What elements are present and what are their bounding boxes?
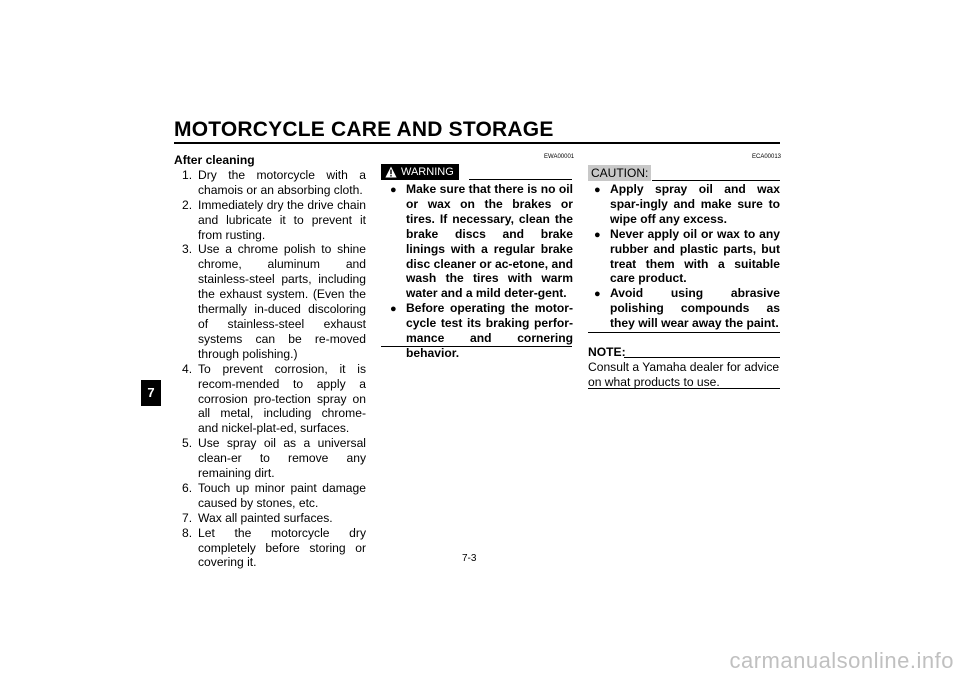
- step-number: 6.: [182, 480, 193, 495]
- list-item: [174, 526, 366, 571]
- list-item: [174, 481, 366, 511]
- title-rule: [174, 142, 780, 144]
- warning-header-rule: [469, 179, 572, 180]
- note-header-rule: [624, 357, 780, 358]
- page-number: 7-3: [462, 553, 477, 564]
- section-heading: After cleaning: [174, 153, 255, 167]
- bullet-icon: ●: [594, 184, 601, 196]
- warning-list: [390, 182, 573, 361]
- step-number: 4.: [182, 361, 193, 376]
- step-number: 1.: [182, 167, 193, 182]
- step-text: Immediately dry the drive chain and lubricate it to prevent it from rusting.: [198, 197, 366, 242]
- bullet-icon: ●: [390, 184, 397, 196]
- list-item: [174, 242, 366, 361]
- step-number: 7.: [182, 510, 193, 525]
- warning-header: [381, 164, 572, 182]
- list-item: [390, 182, 573, 301]
- caution-header: [588, 165, 780, 183]
- step-text: To prevent corrosion, it is recom-mended to apply a corrosion pro-tection spray on all metal, including chrome- and nickel-plat-ed, surfaces.: [198, 361, 366, 436]
- list-item: [174, 168, 366, 198]
- after-cleaning-section: [174, 153, 366, 570]
- note-section: [588, 345, 780, 390]
- warning-triangle-icon: [385, 166, 397, 178]
- caution-text: Never apply oil or wax to any rubber and plastic parts, but treat them with a suitable care product.: [610, 226, 780, 286]
- list-item: [174, 362, 366, 437]
- step-text: Use a chrome polish to shine chrome, aluminum and stainless-steel parts, including the exhaust system. (Even the thermally in-duced discoloring of stainless-steel exhaust systems can be re-moved through polishing.): [198, 242, 366, 361]
- warning-label: WARNING: [401, 166, 454, 178]
- caution-header-rule: [652, 180, 780, 181]
- chapter-tab: 7: [141, 380, 161, 406]
- list-item: [174, 436, 366, 481]
- warning-text: Before operating the motor-cycle test its braking perfor-mance and cornering behavior.: [406, 301, 573, 360]
- caution-text: Apply spray oil and wax spar-ingly and make sure to wipe off any excess.: [610, 182, 780, 226]
- note-text: Consult a Yamaha dealer for advice on what products to use.: [588, 359, 780, 389]
- step-text: Let the motorcycle dry completely before storing or covering it.: [198, 525, 366, 570]
- list-item: [594, 182, 780, 227]
- note-bottom-rule: [588, 388, 780, 389]
- step-text: Wax all painted surfaces.: [198, 510, 333, 525]
- step-text: Use spray oil as a universal clean-er to remove any remaining dirt.: [198, 436, 366, 481]
- step-number: 3.: [182, 242, 193, 257]
- step-text: Dry the motorcycle with a chamois or an absorbing cloth.: [198, 167, 366, 197]
- warning-bottom-rule: [381, 346, 572, 347]
- note-label: NOTE:: [588, 345, 626, 359]
- caution-code: ECA00013: [752, 154, 782, 160]
- step-number: 2.: [182, 197, 193, 212]
- caution-bottom-rule: [588, 332, 780, 333]
- bullet-icon: ●: [594, 228, 601, 241]
- list-item: [174, 198, 366, 243]
- watermark: carmanualsonline.info: [729, 648, 954, 673]
- cleaning-steps: [174, 168, 366, 570]
- warning-text: Make sure that there is no oil or wax on the brakes or tires. If necessary, clean the brake discs and brake linings with a regular brake disc cleaner or ac-etone, and wash the tires with warm water and a mild deter-gent.: [406, 182, 573, 301]
- warning-code: EWA00001: [544, 154, 575, 160]
- caution-text: Avoid using abrasive polishing compounds as they will wear away the paint.: [610, 286, 780, 331]
- step-text: Touch up minor paint damage caused by stones, etc.: [198, 480, 366, 510]
- list-item: [174, 511, 366, 526]
- step-number: 5.: [182, 436, 193, 451]
- caution-badge: CAUTION:: [588, 165, 651, 181]
- caution-list: [594, 182, 780, 331]
- bullet-icon: ●: [594, 288, 601, 301]
- list-item: [594, 227, 780, 287]
- list-item: [594, 286, 780, 331]
- page-title: MOTORCYCLE CARE AND STORAGE: [174, 118, 554, 141]
- step-number: 8.: [182, 525, 193, 540]
- warning-badge: [381, 164, 459, 180]
- bullet-icon: ●: [390, 303, 397, 316]
- list-item: [390, 301, 573, 361]
